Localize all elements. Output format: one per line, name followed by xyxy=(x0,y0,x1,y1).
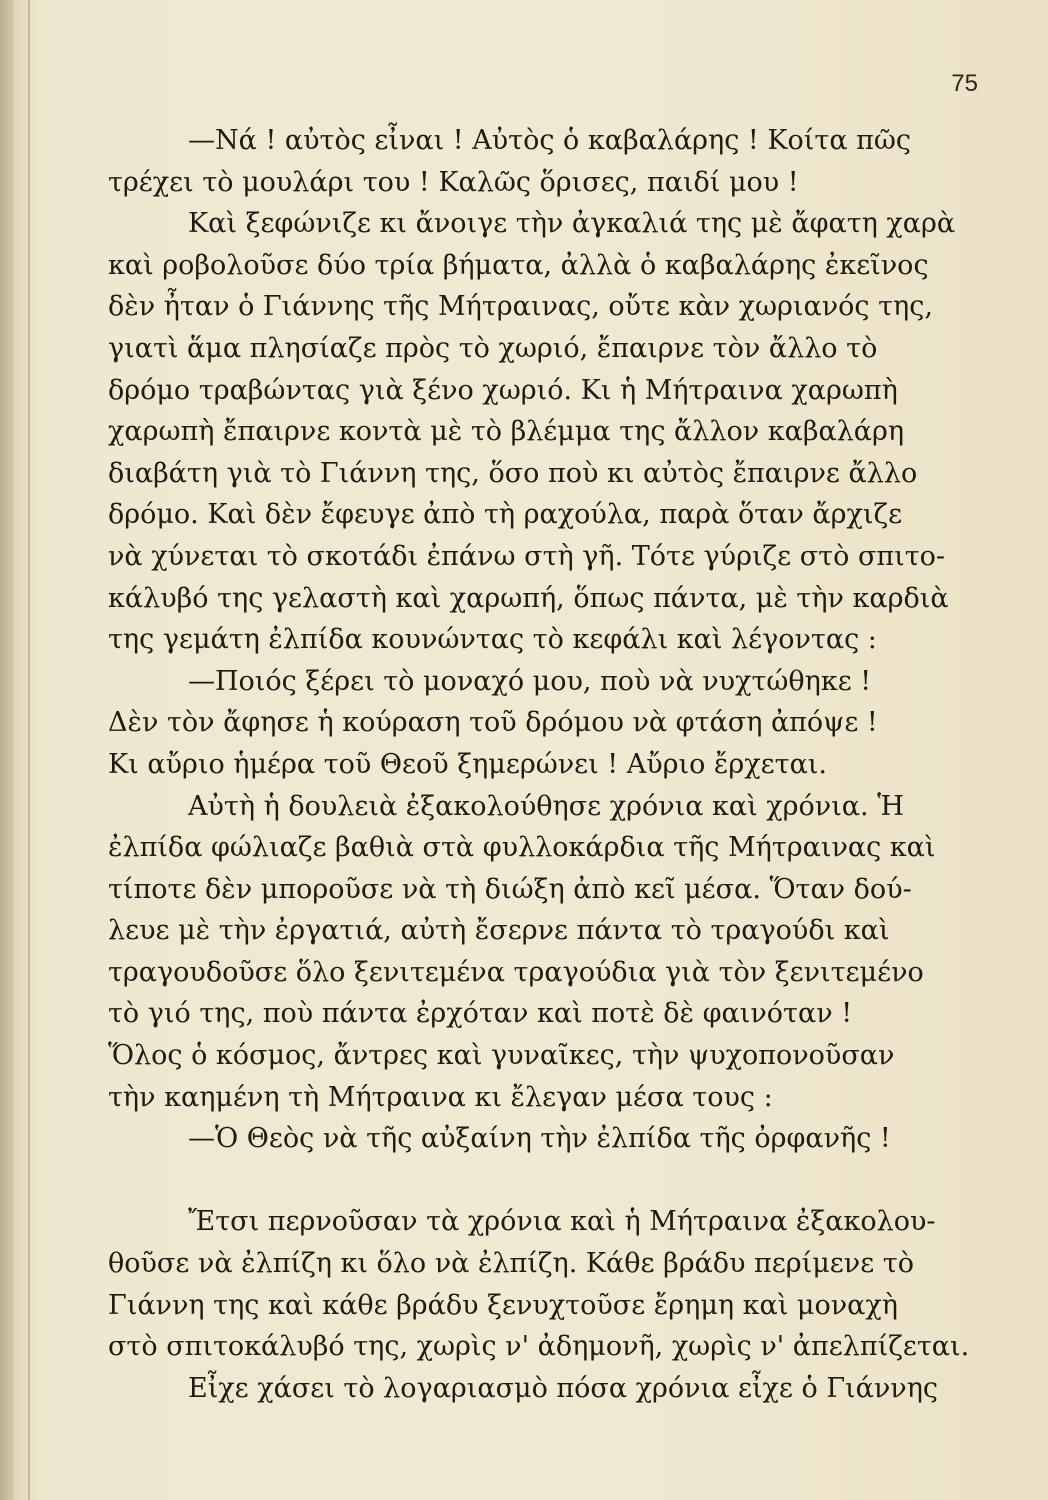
text-line: —Ποιός ξέρει τὸ μοναχό μου, ποὺ νὰ νυχτώθηκε ! xyxy=(188,665,872,697)
text-line: —Ὁ Θεὸς νὰ τῆς αὐξαίνη τὴν ἐλπίδα τῆς ὀρφανῆς ! xyxy=(188,1123,891,1155)
text-line: τὴν καημένη τὴ Μήτραινα κι ἔλεγαν μέσα τους : xyxy=(108,1081,773,1113)
text-line: —Νά ! αὐτὸς εἶναι ! Αὐτὸς ὁ καβαλάρης ! Κοίτα πῶς xyxy=(188,125,912,156)
text-line: Ἔτσι περνοῦσαν τὰ χρόνια καὶ ἡ Μήτραινα ἐξακολου- xyxy=(188,1206,936,1238)
text-line: τίποτε δὲν μποροῦσε νὰ τὴ διώξη ἀπὸ κεῖ μέσα. Ὅταν δού- xyxy=(108,873,912,905)
text-line: θοῦσε νὰ ἐλπίζη κι ὅλο νὰ ἐλπίζη. Κάθε βράδυ περίμενε τὸ xyxy=(108,1248,914,1280)
text-line: Καὶ ξεφώνιζε κι ἄνοιγε τὴν ἀγκαλιά της μὲ ἄφατη χαρὰ xyxy=(188,208,956,240)
text-line: Κι αὔριο ἡμέρα τοῦ Θεοῦ ξημερώνει ! Αὔριο ἔρχεται. xyxy=(108,748,827,780)
text-line: τὸ γιό της, ποὺ πάντα ἐρχόταν καὶ ποτὲ δὲ φαινόταν ! xyxy=(108,998,853,1030)
text-line: γιατὶ ἅμα πλησίαζε πρὸς τὸ χωριό, ἔπαιρνε τὸν ἄλλο τὸ xyxy=(108,332,878,364)
text-line: διαβάτη γιὰ τὸ Γιάννη της, ὅσο ποὺ κι αὐτὸς ἔπαιρνε ἄλλο xyxy=(108,457,918,489)
text-line: τρέχει τὸ μουλάρι του ! Καλῶς ὅρισες, παιδί μου ! xyxy=(108,166,799,198)
page-edge xyxy=(0,0,14,1500)
text-line: τραγουδοῦσε ὅλο ξενιτεμένα τραγούδια γιὰ τὸν ξενιτεμένο xyxy=(108,956,924,988)
text-line: της γεμάτη ἐλπίδα κουνώντας τὸ κεφάλι καὶ λέγοντας : xyxy=(108,624,877,656)
text-line: λευε μὲ τὴν ἐργατιά, αὐτὴ ἔσερνε πάντα τὸ τραγούδι καὶ xyxy=(108,915,890,947)
text-line: δρόμο. Καὶ δὲν ἔφευγε ἀπὸ τὴ ραχούλα, παρὰ ὅταν ἄρχιζε xyxy=(108,499,903,531)
page-number: 75 xyxy=(951,70,978,97)
text-line: Εἶχε χάσει τὸ λογαριασμὸ πόσα χρόνια εἶχε ὁ Γιάννης xyxy=(188,1372,939,1404)
text-line: δρόμο τραβώντας γιὰ ξένο χωριό. Κι ἡ Μήτραινα χαρωπὴ xyxy=(108,374,898,406)
text-line: νὰ χύνεται τὸ σκοτάδι ἐπάνω στὴ γῆ. Τότε γύριζε στὸ σπιτο- xyxy=(108,540,946,572)
text-line: Ὅλος ὁ κόσμος, ἄντρες καὶ γυναῖκες, τὴν ψυχοπονοῦσαν xyxy=(108,1040,895,1072)
text-line: Αὐτὴ ἡ δουλειὰ ἐξακολούθησε χρόνια καὶ χρόνια. Ἡ xyxy=(188,790,904,822)
page-fold-line xyxy=(28,0,30,1500)
text-line: Δὲν τὸν ἄφησε ἡ κούραση τοῦ δρόμου νὰ φτάση ἀπόψε ! xyxy=(108,707,878,739)
text-line: Γιάννη της καὶ κάθε βράδυ ξενυχτοῦσε ἔρημη καὶ μοναχὴ xyxy=(108,1289,898,1321)
text-line: ἐλπίδα φώλιαζε βαθιὰ στὰ φυλλοκάρδια τῆς Μήτραινας καὶ xyxy=(108,832,936,864)
text-line: καὶ ροβολοῦσε δύο τρία βήματα, ἀλλὰ ὁ καβαλάρης ἐκεῖνος xyxy=(108,249,929,281)
text-line: κάλυβό της γελαστὴ καὶ χαρωπή, ὅπως πάντα, μὲ τὴν καρδιὰ xyxy=(108,582,949,614)
text-line: χαρωπὴ ἔπαιρνε κοντὰ μὲ τὸ βλέμμα της ἄλλον καβαλάρη xyxy=(108,416,905,448)
text-line: δὲν ἦταν ὁ Γιάννης τῆς Μήτραινας, οὔτε κὰν χωριανός της, xyxy=(108,291,933,323)
body-text xyxy=(108,120,980,1409)
text-line: στὸ σπιτοκάλυβό της, χωρὶς ν' ἀδημονῆ, χωρὶς ν' ἀπελπίζεται. xyxy=(108,1331,970,1363)
